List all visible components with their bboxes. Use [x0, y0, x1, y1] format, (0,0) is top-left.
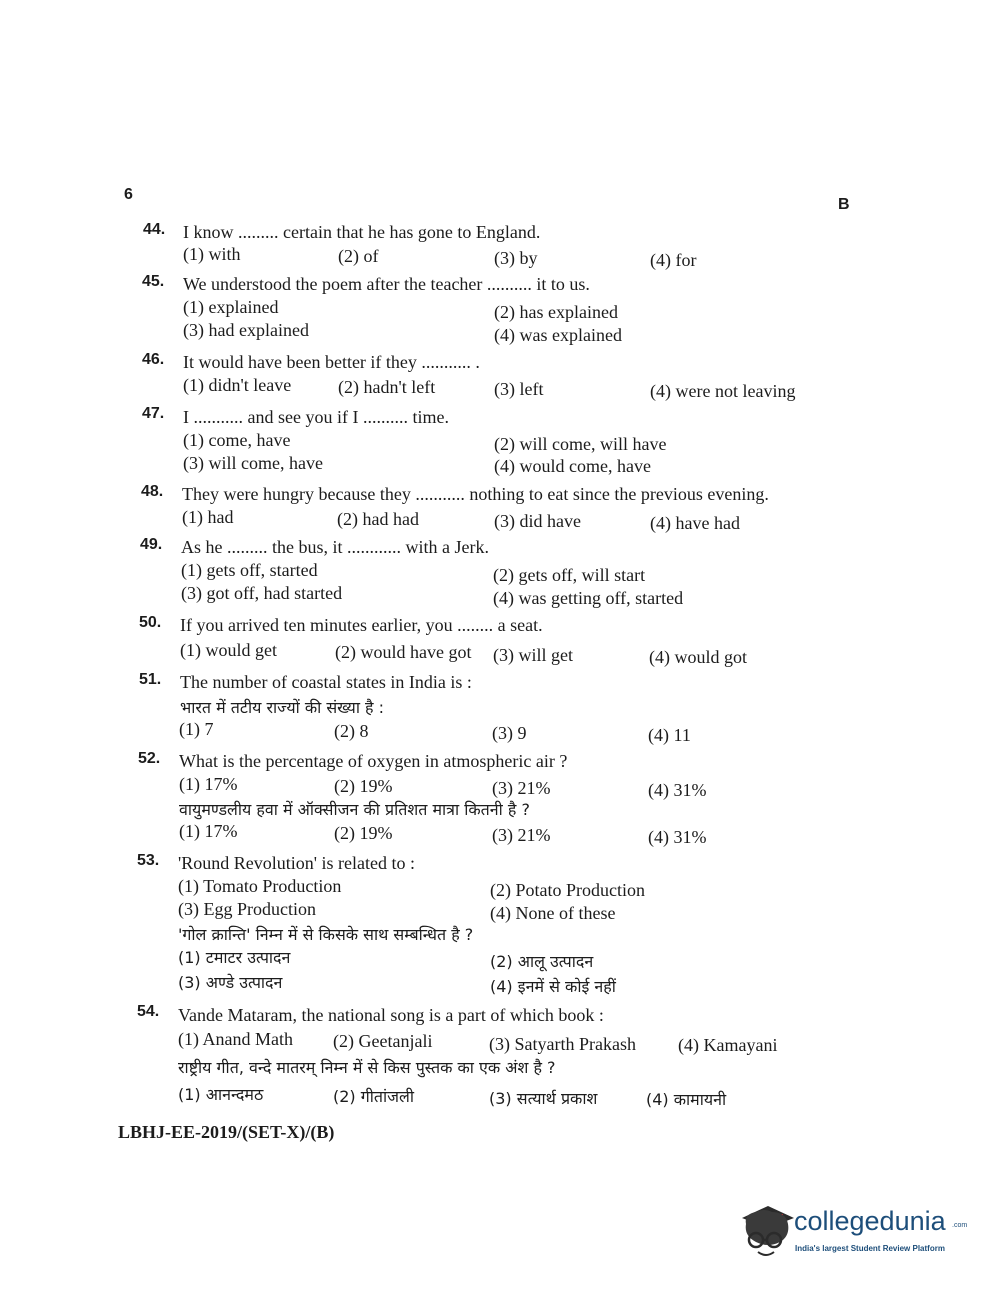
question-number: 44.	[143, 221, 166, 238]
question-number: 45.	[142, 273, 165, 290]
option-3: (3) did have	[494, 511, 581, 531]
option-1: (1) gets off, started	[181, 560, 318, 580]
option-4: (4) were not leaving	[650, 381, 796, 401]
option-2: (2) has explained	[494, 302, 618, 322]
option-2: (2) Geetanjali	[333, 1031, 433, 1051]
option-3: (3) will come, have	[183, 453, 323, 473]
option-2: (2) of	[338, 246, 379, 266]
hindi-option-4: (4) 31%	[648, 827, 707, 847]
option-1: (1) 7	[179, 719, 214, 739]
option-4: (4) 11	[648, 725, 691, 745]
question-text: I know ......... certain that he has gone to England.	[183, 222, 541, 242]
question-text: As he ......... the bus, it ............ with a Jerk.	[181, 537, 489, 557]
logo-wordmark: collegedunia	[794, 1206, 946, 1236]
question-number: 48.	[141, 483, 164, 500]
question-text-hindi: वायुमण्डलीय हवा में ऑक्सीजन की प्रतिशत मात्रा कितनी है ?	[179, 800, 530, 819]
option-3: (3) got off, had started	[181, 583, 343, 603]
question-text-hindi: राष्ट्रीय गीत, वन्दे मातरम् निम्न में से किस पुस्तक का एक अंश है ?	[178, 1058, 556, 1077]
option-2: (2) will come, will have	[494, 434, 667, 454]
option-1: (1) explained	[183, 297, 279, 317]
set-label: B	[838, 196, 850, 213]
question-text: We understood the poem after the teacher .......... it to us.	[183, 274, 590, 294]
option-2: (2) 19%	[334, 776, 393, 796]
question-number: 52.	[138, 750, 161, 767]
hindi-option-2: (2) गीतांजली	[333, 1087, 415, 1106]
hindi-option-2: (2) आलू उत्पादन	[490, 952, 594, 971]
option-1: (1) Tomato Production	[178, 876, 342, 896]
question-text: Vande Mataram, the national song is a part of which book :	[178, 1005, 604, 1025]
option-1: (1) come, have	[183, 430, 291, 450]
option-4: (4) have had	[650, 513, 740, 533]
option-3: (3) Satyarth Prakash	[489, 1034, 636, 1054]
option-3: (3) 9	[492, 723, 527, 743]
option-4: (4) Kamayani	[678, 1035, 778, 1055]
option-2: (2) had had	[337, 509, 419, 529]
hindi-option-1: (1) आनन्दमठ	[178, 1085, 264, 1104]
question-text: What is the percentage of oxygen in atmospheric air ?	[179, 751, 568, 771]
option-1: (1) with	[183, 244, 241, 264]
student-mascot-icon	[742, 1206, 794, 1255]
option-3: (3) had explained	[183, 320, 309, 340]
option-3: (3) left	[494, 379, 544, 399]
question-number: 50.	[139, 614, 162, 631]
hindi-option-1: (1) 17%	[179, 821, 238, 841]
hindi-option-3: (3) सत्यार्थ प्रकाश	[489, 1089, 598, 1108]
option-4: (4) None of these	[490, 903, 616, 923]
hindi-option-3: (3) 21%	[492, 825, 551, 845]
option-2: (2) gets off, will start	[493, 565, 646, 585]
page-number: 6	[124, 186, 133, 203]
question-text: If you arrived ten minutes earlier, you ........ a seat.	[180, 615, 543, 635]
option-1: (1) Anand Math	[178, 1029, 293, 1049]
question-text-hindi: 'गोल क्रान्ति' निम्न में से किसके साथ सम्बन्धित है ?	[178, 925, 474, 944]
option-4: (4) would come, have	[494, 456, 651, 476]
question-text: They were hungry because they ........... nothing to eat since the previous evening.	[182, 484, 769, 504]
hindi-option-4: (4) इनमें से कोई नहीं	[490, 977, 616, 996]
option-2: (2) 8	[334, 721, 369, 741]
option-4: (4) for	[650, 250, 697, 270]
option-4: (4) was getting off, started	[493, 588, 684, 608]
hindi-option-2: (2) 19%	[334, 823, 393, 843]
question-number: 49.	[140, 536, 163, 553]
option-1: (1) didn't leave	[183, 375, 292, 395]
question-number: 53.	[137, 852, 160, 869]
question-number: 51.	[139, 671, 162, 688]
option-1: (1) would get	[180, 640, 277, 660]
option-1: (1) 17%	[179, 774, 238, 794]
option-1: (1) had	[182, 507, 234, 527]
footer-code: LBHJ-EE-2019/(SET-X)/(B)	[118, 1122, 335, 1142]
option-3: (3) 21%	[492, 778, 551, 798]
hindi-option-3: (3) अण्डे उत्पादन	[178, 973, 283, 992]
question-text: I ........... and see you if I .......... time.	[183, 407, 449, 427]
question-text: It would have been better if they ........... .	[183, 352, 480, 372]
option-3: (3) will get	[493, 645, 573, 665]
question-number: 46.	[142, 351, 165, 368]
option-2: (2) would have got	[335, 642, 472, 662]
option-4: (4) 31%	[648, 780, 707, 800]
question-text: The number of coastal states in India is :	[180, 672, 472, 692]
logo-suffix: .com	[952, 1222, 968, 1229]
question-text-hindi: भारत में तटीय राज्यों की संख्या है :	[180, 698, 385, 717]
option-4: (4) would got	[649, 647, 747, 667]
option-4: (4) was explained	[494, 325, 622, 345]
question-number: 54.	[137, 1003, 160, 1020]
hindi-option-1: (1) टमाटर उत्पादन	[178, 948, 291, 967]
option-3: (3) Egg Production	[178, 899, 316, 919]
question-text: 'Round Revolution' is related to :	[178, 853, 415, 873]
logo-tagline: India's largest Student Review Platform	[795, 1244, 945, 1253]
question-number: 47.	[142, 405, 165, 422]
option-2: (2) Potato Production	[490, 880, 645, 900]
hindi-option-4: (4) कामायनी	[646, 1090, 727, 1109]
option-3: (3) by	[494, 248, 538, 268]
option-2: (2) hadn't left	[338, 377, 436, 397]
